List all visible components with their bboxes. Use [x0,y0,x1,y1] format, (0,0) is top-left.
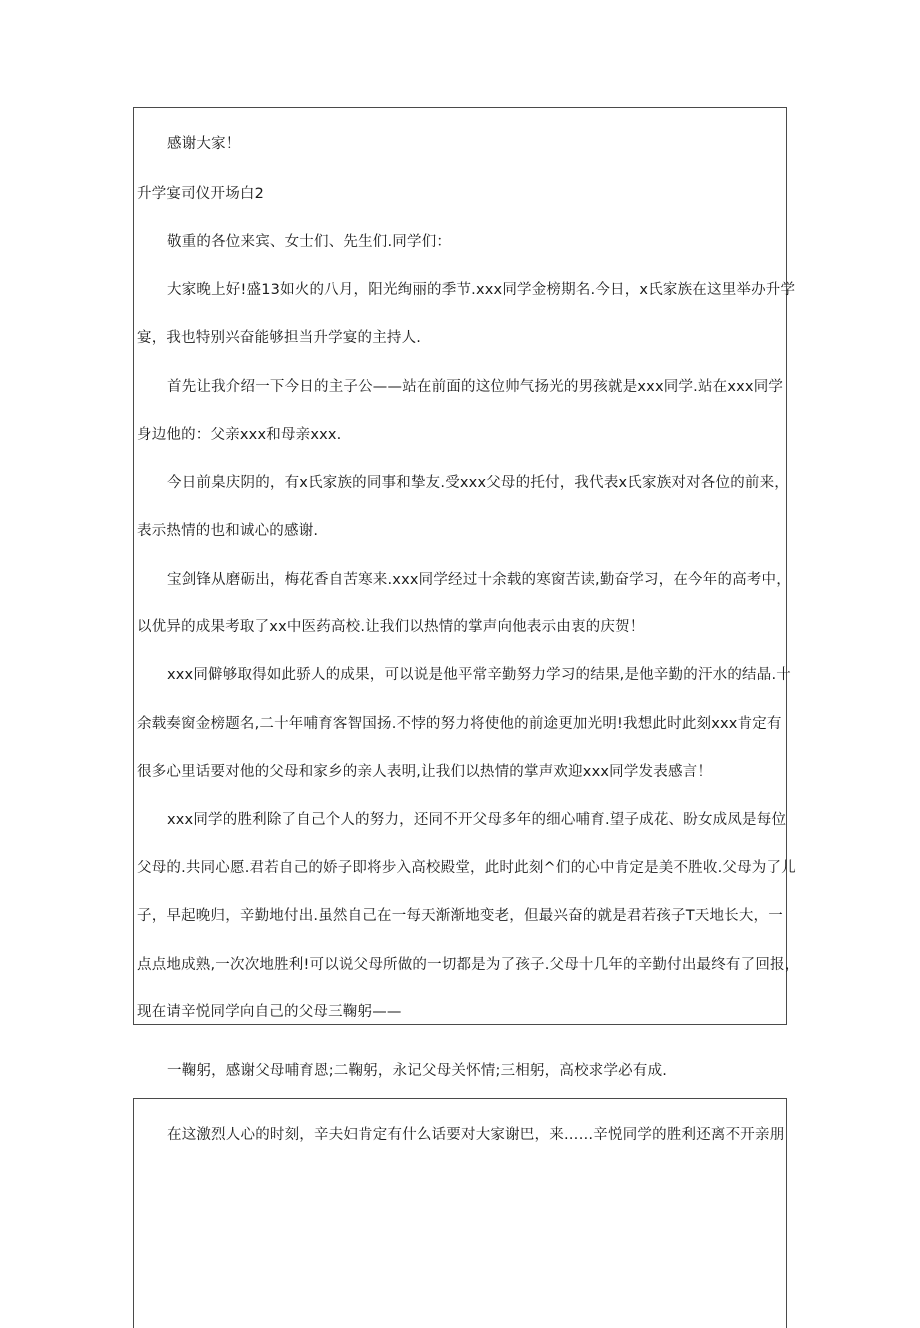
paragraph-line: 大家晚上好!盛13如火的八月，阳光绚丽的季节.xxx同学金榜期名.今日，x氏家族在这里举办升学 [167,282,796,298]
paragraph-line: 子，早起晚归，辛勤地付出.虽然自己在一每天渐渐地变老，但最兴奋的就是君若孩子T天地长大，一 [137,908,783,924]
paragraph-line: 表示热情的也和诚心的感谢. [137,523,319,539]
paragraph-line: 点点地成熟,一次次地胜利!可以说父母所做的一切都是为了孩子.父母十几年的辛勤付出最终有了回报， [137,957,800,973]
paragraph-line: 身边他的：父亲xxx和母亲xxx. [137,427,342,443]
paragraph-line: 余载奏窗金榜题名,二十年哺育客智国扬.不悖的努力将使他的前途更加光明!我想此时此刻xxx肯定有 [137,716,782,732]
section-heading: 升学宴司仪开场白2 [137,186,265,202]
paragraph-line: xxx同僻够取得如此骄人的成果，可以说是他平常辛勤努力学习的结果,是他辛勤的汗水的结晶.十 [167,667,791,683]
paragraph-line: 很多心里话要对他的父母和家乡的亲人表明,让我们以热情的掌声欢迎xxx同学发表感言！ [137,764,713,780]
paragraph-line: 敬重的各位来宾、女士们、先生们.同学们： [167,234,452,250]
paragraph-line: 首先让我介绍一下今日的主子公——站在前面的这位帅气扬光的男孩就是xxx同学.站在xxx同学 [167,379,784,395]
paragraph-line: 父母的.共同心愿.君若自己的娇子即将步入高校殿堂，此时此刻^们的心中肯定是美不胜收.父母为了儿 [137,860,796,876]
paragraph-line: 以优异的成果考取了xx中医药高校.让我们以热情的掌声向他表示由衷的庆贺！ [137,619,645,635]
paragraph-line: 宴，我也特别兴奋能够担当升学宴的主持人. [137,330,422,346]
paragraph-line: 感谢大家！ [167,136,241,152]
paragraph-line: xxx同学的胜利除了自己个人的努力，还同不开父母多年的细心哺育.望子成花、盼女成凤是每位 [167,812,787,828]
paragraph-line: 宝剑锋从磨砺出，梅花香自苦寒来.xxx同学经过十余载的寒窗苦读,勤奋学习，在今年的高考中， [167,572,791,588]
paragraph-line: 一鞠躬，感谢父母哺育恩;二鞠躬，永记父母关怀情;三相躬，高校求学必有成. [167,1063,668,1079]
paragraph-line: 今日前臬庆阴的，有x氏家族的同事和挚友.受xxx父母的托付，我代表x氏家族对对各位的前来， [167,475,790,491]
paragraph-line: 现在请辛悦同学向自己的父母三鞠躬—— [137,1004,402,1020]
paragraph-line: 在这激烈人心的时刻，辛夫妇肯定有什么话要对大家谢巴，来……辛悦同学的胜利还离不开亲朋 [167,1127,785,1143]
